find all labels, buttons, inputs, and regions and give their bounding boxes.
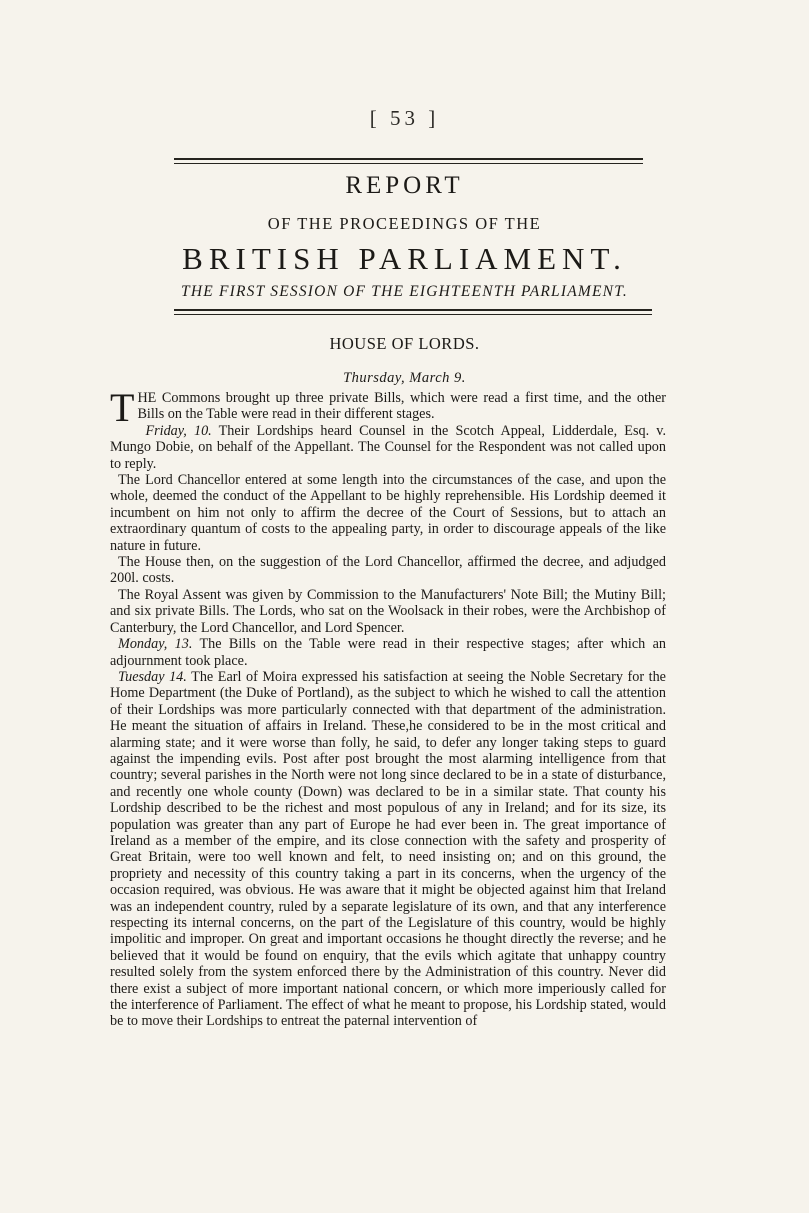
session-subtitle: THE FIRST SESSION OF THE EIGHTEENTH PARLIAMENT.: [181, 283, 628, 300]
paragraph-text: The Royal Assent was given by Commission to the Manufacturers' Note Bill; the Mutiny Bill; and six private Bills. The Lords, who sat on the Woolsack in their robes, were the Archbishop of Canterbury, the Lord Chancellor, and Lord Spencer.: [110, 586, 666, 636]
page-number: [ 53 ]: [369, 106, 440, 130]
proceedings-subtitle: OF THE PROCEEDINGS OF THE: [267, 214, 542, 233]
paragraph: [110, 423, 666, 472]
paragraph-text: The Bills on the Table were read in their respective stages; after which an adjournment took place.: [110, 636, 666, 669]
paragraph-text: The House then, on the suggestion of the Lord Chancellor, affirmed the decree, and adjudged 200l. costs.: [110, 554, 666, 587]
paragraph-text: The Lord Chancellor entered at some length into the circumstances of the case, and upon the whole, deemed the conduct of the Appellant to be highly reprehensible. His Lordship deemed it incumbent on him not only to affirm the decree of the Court of Sessions, but to attach an extraordinary quantum of costs to the appealing party, in order to discourage appeals of the like nature in future.: [110, 472, 666, 554]
paragraph: [110, 385, 666, 430]
paragraph-text: HE Commons brought up three private Bills, which were read a first time, and the other Bills on the Table were read in their different stages.: [137, 390, 666, 423]
drop-cap: T: [110, 385, 135, 430]
paragraph-text: The Earl of Moira expressed his satisfaction at seeing the Noble Secretary for the Home Department (the Duke of Portland), as the subject to which he wished to call the attention of their Lordships was more particularly connected with that department of the administration. He meant the situation of affairs in Ireland. These,he considered to be in the most critical and alarming state; and it were worse than folly, he said, to defer any longer taking steps to guard against the impending evils. Post after post brought the most alarming intelligence from that country; several parishes in the North were not long since declared to be in a state of disturbance, and recently one whole county (Down) was declared to be in a similar state. That county his Lordship described to be the richest and most populous of any in Ireland; and for its size, its population was greater than any part of Europe he had ever been in. The great importance of Ireland as a member of the empire, and its close connection with the safety and prosperity of Great Britain, were too well known and felt, to need insisting on; and on this ground, the propriety and necessity of this country taking a part in its concerns, when the urgency of the occasion required, was obvious. He was aware that it might be objected against him that Ireland was an independent country, ruled by a separate legislature of its own, and that any interference respecting its internal concerns, on the part of the Legislature of this country, would be highly impolitic and improper. On great and important occasions he thought directly the reverse; and he believed that it would be found on enquiry, that the evils which agitate that unhappy country resulted solely from the system enforced there by the Administration of this country. Never did there exist a subject of more important national concern, or which more imperiously called for the interference of Parliament. The effect of what he meant to propose, his Lordship stated, would be to move their Lordships to entreat the paternal intervention of: [110, 668, 666, 1030]
report-title: REPORT: [345, 172, 464, 199]
date-heading: Thursday, March 9.: [343, 370, 466, 386]
paragraph: [110, 554, 666, 587]
paragraph: [110, 472, 666, 554]
paragraph: [110, 636, 666, 669]
section-rule-thin: [174, 314, 652, 315]
house-heading: HOUSE OF LORDS.: [329, 334, 480, 353]
paragraph-text: Their Lordships heard Counsel in the Scotch Appeal, Lidderdale, Esq. v. Mungo Dobie, on behalf of the Appellant. The Counsel for the Respondent was not called upon to reply.: [110, 422, 666, 472]
date-lead: Friday, 10.: [145, 422, 212, 439]
section-rule: [174, 309, 652, 311]
top-rule-thin: [174, 163, 643, 164]
paragraph: [110, 587, 666, 636]
top-rule: [174, 158, 643, 160]
paragraph: [110, 669, 666, 1030]
date-lead: Tuesday 14.: [118, 668, 187, 685]
body-text: [110, 385, 666, 1030]
date-lead: Monday, 13.: [118, 636, 193, 653]
parliament-title: BRITISH PARLIAMENT.: [182, 241, 627, 276]
